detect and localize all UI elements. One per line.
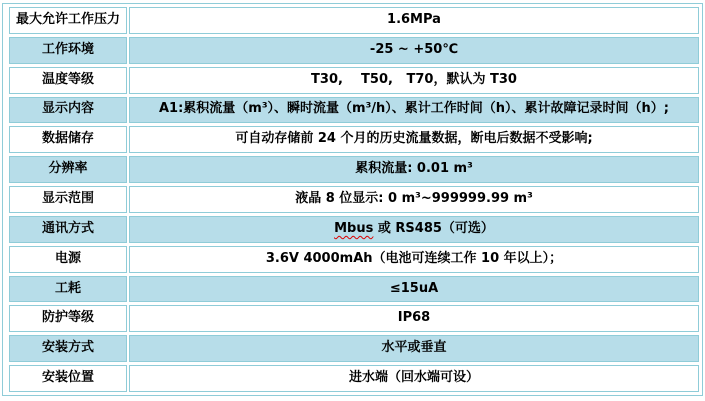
spec-label: 安装位置 — [9, 365, 127, 392]
spec-table — [7, 4, 701, 395]
table-row — [9, 97, 699, 124]
spec-label: 通讯方式 — [9, 216, 127, 243]
table-row — [9, 335, 699, 362]
table-row — [9, 216, 699, 243]
spec-value: IP68 — [129, 305, 699, 332]
spec-value: 液晶 8 位显示: 0 m³~999999.99 m³ — [129, 186, 699, 213]
spec-label: 显示内容 — [9, 97, 127, 124]
spec-value: 3.6V 4000mAh（电池可连续工作 10 年以上）； — [129, 246, 699, 273]
spec-table-wrap — [2, 3, 703, 396]
spec-value: T30, T50, T70，默认为 T30 — [129, 67, 699, 94]
spec-value: 水平或垂直 — [129, 335, 699, 362]
spec-label: 安装方式 — [9, 335, 127, 362]
spec-label: 防护等级 — [9, 305, 127, 332]
table-row — [9, 305, 699, 332]
misspelled-word: Mbus — [334, 220, 374, 236]
spec-value — [129, 216, 699, 243]
table-row — [9, 156, 699, 183]
spec-label: 电源 — [9, 246, 127, 273]
table-row — [9, 186, 699, 213]
table-row — [9, 67, 699, 94]
table-row — [9, 365, 699, 392]
spec-label: 数据储存 — [9, 126, 127, 153]
table-row — [9, 7, 699, 34]
table-row — [9, 276, 699, 303]
spec-label: 工耗 — [9, 276, 127, 303]
spec-value: 累积流量: 0.01 m³ — [129, 156, 699, 183]
spec-value: 可自动存储前 24 个月的历史流量数据，断电后数据不受影响; — [129, 126, 699, 153]
spec-value: 1.6MPa — [129, 7, 699, 34]
spec-value: ≤15uA — [129, 276, 699, 303]
spec-table-body — [9, 7, 699, 392]
spec-label: 显示范围 — [9, 186, 127, 213]
spec-value: 进水端（回水端可设） — [129, 365, 699, 392]
spec-label: 分辨率 — [9, 156, 127, 183]
spec-label: 最大允许工作压力 — [9, 7, 127, 34]
spec-value: A1:累积流量（m³）、瞬时流量（m³/h）、累计工作时间（h）、累计故障记录时间（h）; — [129, 97, 699, 124]
spec-value: -25 ~ +50℃ — [129, 37, 699, 64]
table-row — [9, 37, 699, 64]
spec-label: 工作环境 — [9, 37, 127, 64]
spec-label: 温度等级 — [9, 67, 127, 94]
table-row — [9, 246, 699, 273]
table-row — [9, 126, 699, 153]
spec-value-text: 或 RS485（可选） — [373, 220, 494, 236]
